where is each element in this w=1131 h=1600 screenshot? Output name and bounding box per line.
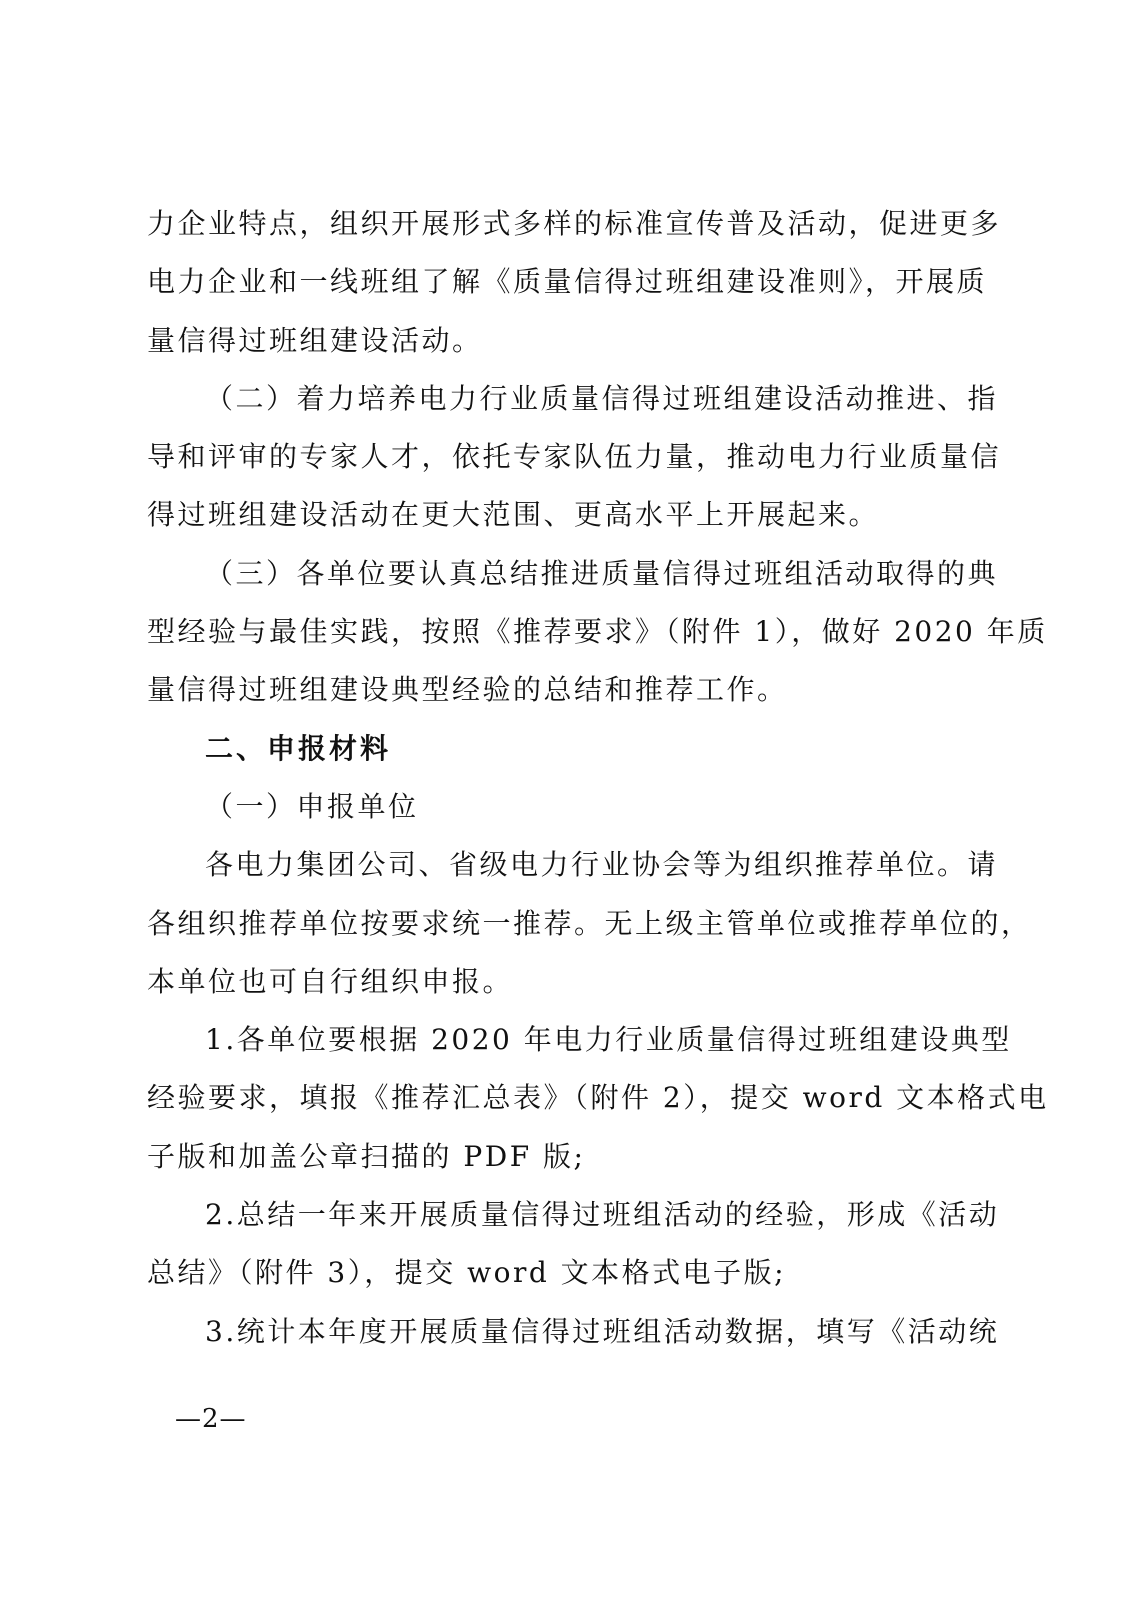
- paragraph-line: 得过班组建设活动在更大范围、更高水平上开展起来。: [147, 498, 880, 532]
- paragraph-line: 量信得过班组建设活动。: [147, 323, 483, 357]
- paragraph-line: 电力企业和一线班组了解《质量信得过班组建设准则》，开展质: [147, 265, 988, 299]
- page-number: —2—: [175, 1404, 247, 1434]
- paragraph-line: 量信得过班组建设典型经验的总结和推荐工作。: [147, 673, 788, 707]
- subsection-heading: （一）申报单位: [205, 789, 419, 823]
- paragraph-line: 型经验与最佳实践，按照《推荐要求》（附件 1），做好 2020 年质: [147, 615, 1048, 649]
- paragraph-line: （二）着力培养电力行业质量信得过班组建设活动推进、指: [205, 381, 999, 415]
- paragraph-line: 各电力集团公司、省级电力行业协会等为组织推荐单位。请: [205, 848, 999, 882]
- list-item-line: 总结》（附件 3），提交 word 文本格式电子版;: [147, 1256, 787, 1290]
- list-item-line: 1.各单位要根据 2020 年电力行业质量信得过班组建设典型: [205, 1023, 1012, 1057]
- body-text: [147, 195, 1049, 1361]
- paragraph-line: 导和评审的专家人才，依托专家队伍力量，推动电力行业质量信: [147, 440, 1002, 474]
- paragraph-line: 各组织推荐单位按要求统一推荐。无上级主管单位或推荐单位的，: [147, 906, 1032, 940]
- list-item-line: 经验要求，填报《推荐汇总表》（附件 2），提交 word 文本格式电: [147, 1081, 1049, 1115]
- paragraph-line: 本单位也可自行组织申报。: [147, 964, 514, 998]
- list-item-line: 子版和加盖公章扫描的 PDF 版;: [147, 1139, 586, 1173]
- list-item-line: 2.总结一年来开展质量信得过班组活动的经验，形成《活动: [205, 1198, 1000, 1232]
- paragraph-line: （三）各单位要认真总结推进质量信得过班组活动取得的典: [205, 556, 999, 590]
- list-item-line: 3.统计本年度开展质量信得过班组活动数据，填写《活动统: [205, 1314, 1000, 1348]
- paragraph-line: 力企业特点，组织开展形式多样的标准宣传普及活动，促进更多: [147, 207, 1002, 240]
- section-heading: 二、申报材料: [205, 731, 392, 765]
